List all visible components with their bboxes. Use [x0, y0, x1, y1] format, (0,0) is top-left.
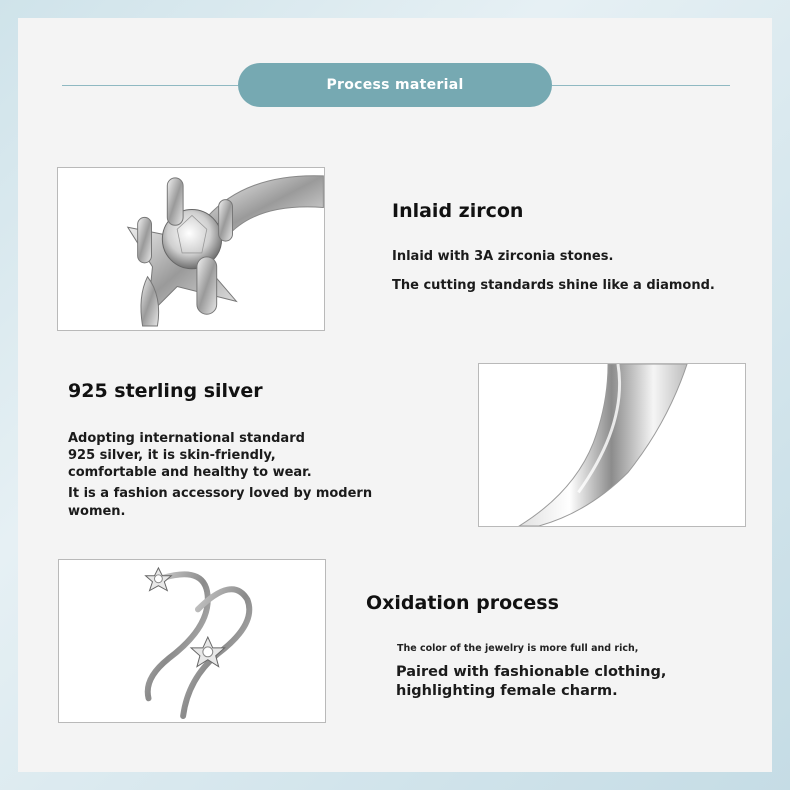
section-header-pill [238, 63, 552, 107]
oxidation-small-line: The color of the jewelry is more full and rich, [397, 643, 639, 654]
zircon-line-1: Inlaid with 3A zirconia stones. [392, 249, 614, 264]
silver-image-frame [478, 363, 746, 527]
header-divider-right [552, 85, 730, 86]
zircon-line-2: The cutting standards shine like a diamond. [392, 278, 715, 293]
oxidation-title: Oxidation process [366, 592, 559, 614]
ring-band-silver-icon [479, 364, 745, 526]
ring-closeup-zircon-icon [58, 168, 324, 330]
oxidation-line-2: highlighting female charm. [396, 683, 618, 699]
section-header-title: Process material [326, 77, 464, 93]
silver-paragraph-1: Adopting international standard 925 silver, it is skin-friendly, comfortable and healthy to wear. [68, 431, 312, 480]
silver-paragraph-2: It is a fashion accessory loved by modern women. [68, 486, 373, 519]
zircon-title: Inlaid zircon [392, 200, 524, 222]
oxidation-line-1: Paired with fashionable clothing, [396, 664, 667, 680]
open-ring-stars-icon [59, 560, 325, 722]
zircon-image-frame [57, 167, 325, 331]
header-divider-left [62, 85, 238, 86]
oxidation-image-frame [58, 559, 326, 723]
silver-title: 925 sterling silver [68, 380, 263, 402]
